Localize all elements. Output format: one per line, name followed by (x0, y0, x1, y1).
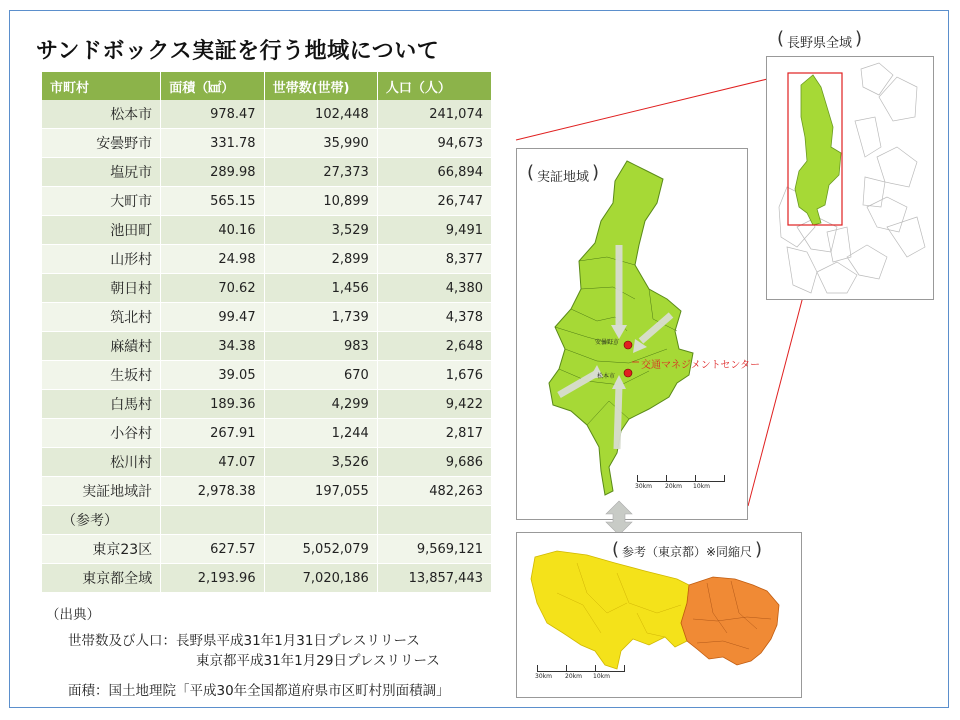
cell-population: 8,377 (377, 245, 491, 274)
cell-area: 24.98 (161, 245, 264, 274)
cell-area: 70.62 (161, 274, 264, 303)
scale-30km-tokyo: 30km (535, 673, 552, 680)
cell-municipality: 大町市 (42, 187, 161, 216)
scale-10km: 10km (693, 483, 710, 490)
source-line-1: 世帯数及び人口：長野県平成31年1月31日プレスリリース (68, 633, 420, 649)
cell-population: 241,074 (377, 100, 491, 129)
cell-area: 267.91 (161, 419, 264, 448)
double-arrow-icon (604, 500, 634, 536)
cell-households: 2,899 (264, 245, 377, 274)
traffic-center-label: 交通マネジメントセンター (641, 360, 760, 371)
cell-households: 1,739 (264, 303, 377, 332)
cell-households: 35,990 (264, 129, 377, 158)
cell-households: 1,456 (264, 274, 377, 303)
cell-municipality: 麻績村 (42, 332, 161, 361)
city-azumino-label: 安曇野市 (595, 339, 620, 346)
scale-20km: 20km (665, 483, 682, 490)
cell-municipality: 池田町 (42, 216, 161, 245)
cell-area: 978.47 (161, 100, 264, 129)
cell-municipality: 白馬村 (42, 390, 161, 419)
cell-households: 7,020,186 (264, 564, 377, 593)
cell-area: 331.78 (161, 129, 264, 158)
cell-municipality: 東京23区 (42, 535, 161, 564)
cell-area: 34.38 (161, 332, 264, 361)
nagano-map (767, 57, 933, 299)
cell-households: 5,052,079 (264, 535, 377, 564)
cell-municipality: 松本市 (42, 100, 161, 129)
cell-population: 26,747 (377, 187, 491, 216)
tokyo-23ku-shape (681, 577, 779, 665)
col-households: 世帯数(世帯) (264, 72, 377, 100)
cell-households: 3,529 (264, 216, 377, 245)
center-marker-1 (624, 341, 632, 349)
cell-area: 289.98 (161, 158, 264, 187)
cell-municipality: 山形村 (42, 245, 161, 274)
cell-population: 1,676 (377, 361, 491, 390)
cell-municipality: 松川村 (42, 448, 161, 477)
cell-municipality: 小谷村 (42, 419, 161, 448)
cell-population: 9,491 (377, 216, 491, 245)
region-map-label: ( 実証地域 ) (537, 166, 589, 185)
page-title: サンドボックス実証を行う地域について (36, 39, 440, 64)
cell-area: 627.57 (161, 535, 264, 564)
cell-population: 66,894 (377, 158, 491, 187)
cell-area: 40.16 (161, 216, 264, 245)
cell-population: 4,380 (377, 274, 491, 303)
source-line-2: 東京都平成31年1月29日プレスリリース (196, 653, 440, 669)
cell-households: 983 (264, 332, 377, 361)
cell-area: 2,193.96 (161, 564, 264, 593)
cell-population: 2,817 (377, 419, 491, 448)
cell-households: 1,244 (264, 419, 377, 448)
cell-population: 4,378 (377, 303, 491, 332)
cell-households: 27,373 (264, 158, 377, 187)
connector-line-top (516, 74, 788, 140)
cell-population: 2,648 (377, 332, 491, 361)
cell-municipality: 筑北村 (42, 303, 161, 332)
cell-population: 9,569,121 (377, 535, 491, 564)
cell-area: 47.07 (161, 448, 264, 477)
cell-municipality: 実証地域計 (42, 477, 161, 506)
cell-households: 197,055 (264, 477, 377, 506)
col-municipality: 市町村 (42, 72, 161, 100)
nagano-region-shape (795, 75, 841, 225)
cell-municipality: 安曇野市 (42, 129, 161, 158)
cell-households: 670 (264, 361, 377, 390)
cell-population: 482,263 (377, 477, 491, 506)
col-population: 人口（人） (377, 72, 491, 100)
cell-area: 99.47 (161, 303, 264, 332)
source-heading: （出典） (46, 607, 100, 623)
cell-area: 565.15 (161, 187, 264, 216)
scale-30km: 30km (635, 483, 652, 490)
nagano-map-panel (766, 56, 934, 300)
cell-municipality: 東京都全域 (42, 564, 161, 593)
cell-population: 13,857,443 (377, 564, 491, 593)
cell-households: 10,899 (264, 187, 377, 216)
cell-area: 39.05 (161, 361, 264, 390)
cell-population: 9,422 (377, 390, 491, 419)
center-marker-2 (624, 369, 632, 377)
cell-households: 4,299 (264, 390, 377, 419)
cell-municipality: 生坂村 (42, 361, 161, 390)
tokyo-tama-shape (531, 551, 689, 669)
cell-population: 94,673 (377, 129, 491, 158)
scale-20km-tokyo: 20km (565, 673, 582, 680)
source-line-3: 面積：国土地理院「平成30年全国都道府県市区町村別面積調」 (68, 683, 450, 699)
cell-area: 2,978.38 (161, 477, 264, 506)
cell-households: 102,448 (264, 100, 377, 129)
reference-label: （参考） (42, 506, 161, 535)
scale-10km-tokyo: 10km (593, 673, 610, 680)
cell-municipality: 朝日村 (42, 274, 161, 303)
region-map-panel (516, 148, 760, 520)
col-area: 面積（㎢） (161, 72, 264, 100)
cell-area: 189.36 (161, 390, 264, 419)
tokyo-scale-bar (535, 661, 625, 680)
tokyo-map-label: ( 参考（東京都）※同縮尺 ) (622, 543, 752, 560)
city-matsumoto-label: 松本市 (597, 373, 616, 380)
cell-population: 9,686 (377, 448, 491, 477)
region-map (517, 149, 747, 519)
region-scale-bar (635, 471, 725, 490)
cell-municipality: 塩尻市 (42, 158, 161, 187)
nagano-map-label: ( 長野県全域 ) (787, 32, 852, 51)
cell-households: 3,526 (264, 448, 377, 477)
